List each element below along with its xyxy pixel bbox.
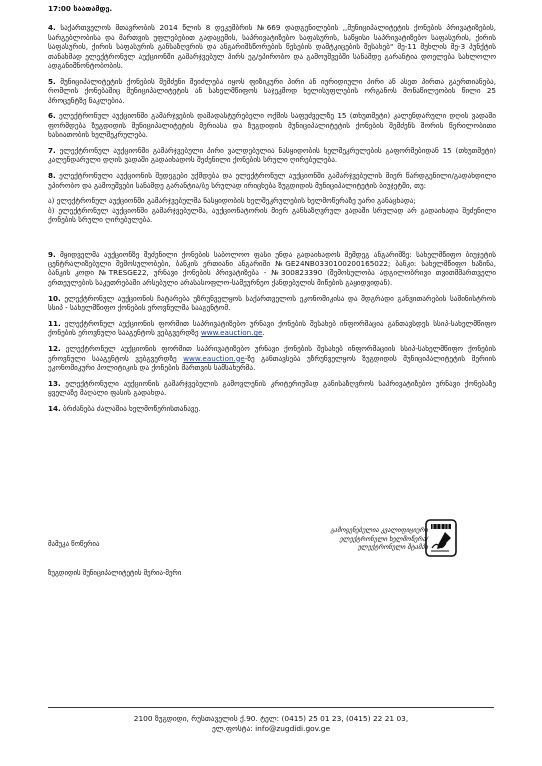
- paragraph-text: ელექტრონულ აუქციონში გამარჯვების დამადასტურებელი ოქმის საფუძველზე 15 (თხუთმეტი) კალენდარული დღის ვადაში ფორმდება ზუგდიდის მუნიციპალიტეტის მერიასა და ზუგდიდის მუნიციპალიტეტის ქონების შემძენს შორის წერილობითი ხასიათობის ხელშეკრულება.: [48, 111, 496, 140]
- paragraph-number: 14.: [48, 403, 61, 413]
- paragraph-list-2: [48, 250, 496, 414]
- paragraph-number: 4.: [48, 23, 56, 33]
- stamp-caption: გამოყენებულია კვალიფიციური ელექტრონული ხელმოწერა/ ელექტრონული შტამპი: [330, 526, 428, 552]
- paragraph-tail: -ზე განთავსება უზრუნველყოს ზუგდიდის მუნიციპალიტეტის მერიის ეკონომიკური პოლიტიკის და ქონების მართვის სამსახურმა.: [48, 353, 496, 372]
- paragraph: [48, 23, 496, 70]
- paragraph-tail: .: [262, 328, 265, 338]
- paragraph-number: 6.: [48, 111, 56, 121]
- paragraph: [48, 404, 496, 413]
- footer-divider: [48, 707, 494, 708]
- paragraph-text: ბრძანება ძალაშია ხელმოწერისთანავე.: [63, 403, 201, 413]
- paragraph-number: 7.: [48, 146, 56, 156]
- paragraph: [48, 111, 496, 139]
- paragraph-list-1: [48, 23, 496, 190]
- signature-block: [48, 516, 508, 586]
- paragraph-number: 8.: [48, 171, 56, 181]
- paragraph-number: 11.: [48, 318, 61, 328]
- paragraph-text: ელექტრონული აუქციონის გამარჯვებულის გამოვლენის კრიტერიუმად განისაზღვროს საპრივატიზებო ურნავი ქონებაზე ყველაზე მაღალი ფასის გადახდა.: [48, 378, 496, 398]
- paragraph-text: ელექტრონული აუქციონის შედეგები უქმდება და ელექტრონულ აუქციონში გამარჯვებულის მიერ წარდგენილი/გადახდილი უპირობო და გამოუშვები სანამდე გარანტია/ბე სრულად ირიცხება ზუგდიდის მუნიციპალიტეტის ბიუჯეტში, თუ:: [48, 171, 496, 190]
- eauction-link[interactable]: www.eauction.ge: [200, 328, 263, 338]
- paragraph-text: ელექტრონულ აუქციონის ჩატარება უზრუნველყოს საქართველოს ეკონომიკისა და მდგრადი განვითარების სამინისტროს სსიპ - სახელმწიფო ქონების ეროვნულმა სააგენტომ.: [48, 293, 496, 313]
- footer-email: ელ.ფოსტა: info@zugdidi.gov.ge: [211, 724, 331, 734]
- sub-item: ბ) ელექტრონულ აუქციონში გამარჯვებულმა, აუქციონატორის მიერ განსაზღვრულ ვადაში სრულად არ გადაიხადა შეძენილი ქონების სრული ღირებულება.: [48, 205, 496, 225]
- paragraph: [48, 294, 496, 313]
- deadline-line: 17:00 საათამდე.: [48, 4, 113, 13]
- paragraph-text: მუნიციპალიტეტის ქონების შემძენი შეიძლება იყოს ფიზიკური პირი ან იურიდიული პირი ან ასეთ პირთა გაერთიანება, რომლის ქონებაშიც მუნიციპალიტეტის ან სახელმწიფოს საჯეკმოდ ხელისუფლების ორგანოს მონაწილეობის წილი 25 პროცენტზე ნაკლებია.: [48, 76, 496, 105]
- sub-item: ა) ელექტრონულ აუქციონში გამარჯვებულმა ნასყიდობის ხელშეკრულების ხელმოწერაზე უარი განაცხადა;: [48, 196, 416, 206]
- paragraph-text: ელექტრონულ აუქციონის ფორმით საპრივატიზებო ურნავი ქონების შესახებ ინფორმაცია განთავსდეს სსიპ-სახელმწიფო ქონების ეროვნული სააგენტოს ვებგვერდზე: [48, 318, 496, 338]
- subitem-list: [48, 196, 496, 224]
- paragraph-number: 9.: [48, 249, 56, 259]
- paragraph-number: 10.: [48, 293, 61, 303]
- paragraph: [48, 344, 496, 372]
- paragraph-number: 12.: [48, 344, 61, 354]
- paragraph-text: ელექტრონულ აუქციონის ფორმით საპრივატიზებო ურნავი ქონების შესახებ ინფორმაციის სსიპ-სახელმწიფო ქონების ეროვნული სააგენტოს ვებგვერდზე: [48, 344, 496, 363]
- paragraph-text: მყიდველმა აუქციონზე შეძენილი ქონების საბოლოო ფასი უნდა გადაიხადოს შემდეგ ანგარიშზე: სახელმწიფო ბიუჯეტის ცენტრალიზებული შემოსულობები, ბანკის ერთიანი ანგარიში №GE24NB0330100200165022; ბანკი: სახელმწიფო ხაზინა, ბანკის კოდი №TRESGE22, ურნავი ქონების პრივატიზება - №300823390 (შემოსულობა ადგილობრივი თვითმმართველი ერთეულების საკუთრებაში არსებული არასასოფლო-სამეურნეო ქანდებულის მიწების გაყიდვიდან).: [48, 249, 496, 287]
- paragraph-text: საქართველოს მთავრობის 2014 წლის 8 დეკემბრის №669 დადგენილების ,,მუნიციპალიტეტის ქონების პრივატიზების, სარგებლობისა და მართვის უფლებებით გადაცემის, საპრივატიზებო საფასურის, საწყისი საპრივატიზებო საფასურის, ქირის საფასურის, ქირის საფასურის განსაზღვრის და ანგარიშსწორების წესების დამტკიცების შესახებ“ მე-11 მუხლის მე-3 პუნქტის თანახმად ელექტრონულ აუქციონში გამარჯვებულ პირს ეგ/ეპირობო და გამოუშვებში სანამდე გარანტია დოელება სახლოლო ადგანიშნონტობობის.: [48, 23, 496, 71]
- footer-address: 2100 ზუგდიდი, რუსთაველის ქ.90. ტელ: (0415) 25 01 23, (0415) 22 21 03,: [133, 714, 409, 723]
- paragraph: [48, 146, 496, 165]
- eauction-link[interactable]: www.eauction.ge: [183, 353, 245, 363]
- page-footer: [48, 714, 494, 734]
- digital-signature-icon: [424, 518, 458, 558]
- paragraph: [48, 171, 496, 190]
- paragraph: [48, 250, 496, 288]
- paragraph: [48, 319, 496, 338]
- paragraph-text: ელექტრონულ აუქციონში გამარჯვებული პირი ვალდებულია ნასყიდობის ხელშეკრულების გაფორმებიდან 15 (თხუთმეტი) კალენდარული დღის ვადაში გადაიხადოს შეძენილი ქონების სრული ღირებულება.: [48, 146, 496, 165]
- paragraph-number: 5.: [48, 76, 56, 86]
- document-body: [48, 4, 496, 420]
- paragraph-number: 13.: [48, 378, 61, 388]
- paragraph: [48, 77, 496, 105]
- signer-name: მამუკა წოწერია: [48, 540, 100, 548]
- paragraph: [48, 379, 496, 398]
- signer-organization: ზუგდიდის მუნიციპალიტეტის მერია-მერი: [48, 569, 182, 577]
